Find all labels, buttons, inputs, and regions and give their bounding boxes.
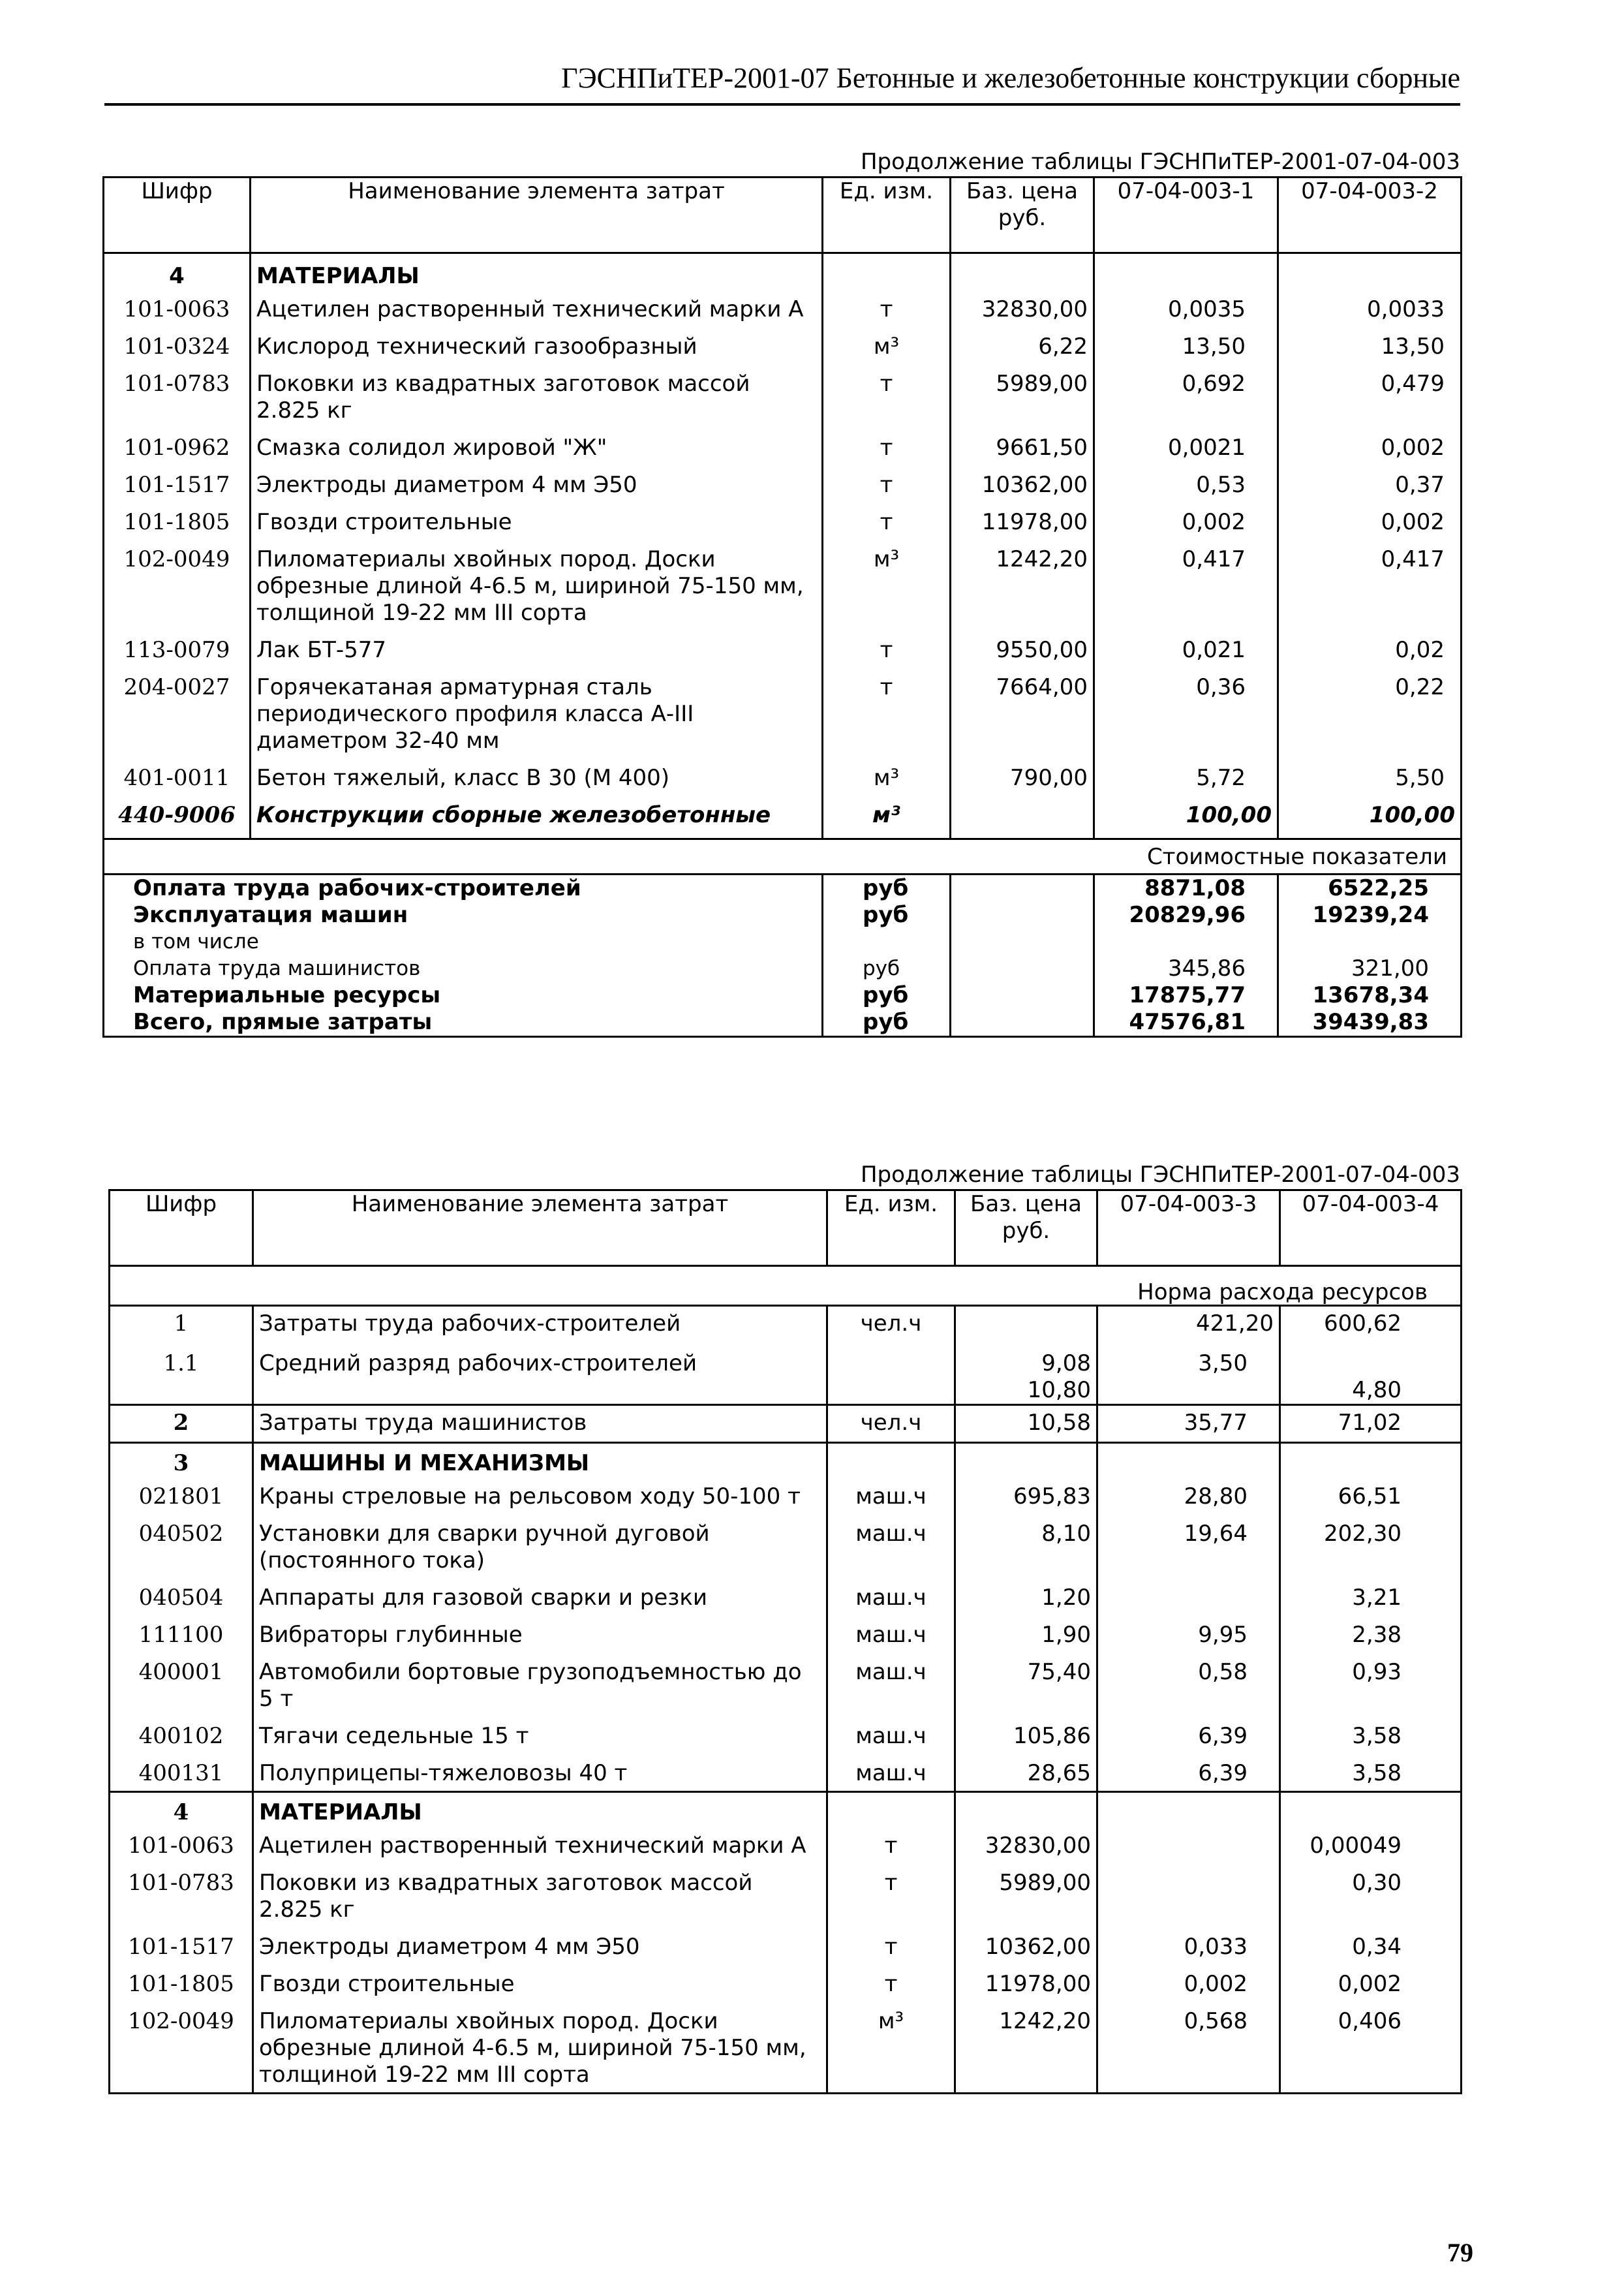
row-price: 10362,00: [951, 465, 1094, 503]
row-code: 101-0783: [104, 364, 251, 428]
row-value1: 0,58: [1097, 1652, 1280, 1716]
section-row-machines: [110, 1443, 1462, 1478]
norm-title-row: [110, 1266, 1462, 1306]
row-value1: 6,39: [1097, 1754, 1280, 1792]
cost-empty: [951, 875, 1094, 903]
grade-value-b: 3,50: [1097, 1337, 1280, 1377]
row-value1: 0,417: [1094, 540, 1278, 630]
row-value1: 0,53: [1094, 465, 1278, 503]
row-price: 1,90: [955, 1615, 1097, 1652]
table-row: [110, 1514, 1462, 1578]
cost-value2: 13678,34: [1312, 982, 1429, 1008]
row-price: 11978,00: [951, 503, 1094, 540]
section-row-materials: [104, 253, 1462, 290]
row-code: 401-0011: [104, 758, 251, 796]
row-value2: 3,58: [1352, 1723, 1402, 1749]
cost-row: [104, 955, 1462, 982]
row-unit: т: [823, 428, 951, 465]
row-value2: 71,02: [1280, 1405, 1462, 1443]
row-value1: 0,0035: [1094, 290, 1278, 327]
row-price: 5989,00: [955, 1863, 1097, 1927]
row-value1: 100,00: [1094, 796, 1278, 839]
table-row: [104, 290, 1462, 327]
table-row: [104, 668, 1462, 758]
row-name: Гвозди строительные: [251, 503, 823, 540]
row-name: Тягачи седельные 15 т: [253, 1716, 827, 1754]
row-code: 101-0962: [104, 428, 251, 465]
row-name: Ацетилен растворенный технический марки А: [253, 1826, 827, 1863]
header-price: Баз. цена руб.: [955, 1190, 1097, 1266]
row-value1: 421,20: [1097, 1306, 1280, 1338]
table2-header-row: [110, 1190, 1462, 1266]
grade-value-a: 9,08: [955, 1337, 1097, 1377]
row-code: 101-1805: [110, 1964, 253, 2002]
cost-value1: 345,86: [1094, 955, 1278, 982]
row-price: 9661,50: [951, 428, 1094, 465]
cost-title-row: [104, 839, 1462, 875]
cost-unit: руб: [823, 902, 951, 929]
table-row: [110, 1477, 1462, 1514]
row-value2: 0,30: [1352, 1870, 1402, 1896]
table-row: [110, 1615, 1462, 1652]
row-code: 101-0063: [110, 1826, 253, 1863]
row-value2: 0,34: [1352, 1934, 1402, 1960]
cost-row: [104, 1009, 1462, 1037]
row-value2: 0,002: [1381, 435, 1445, 461]
row-price: 6,22: [951, 327, 1094, 364]
row-name: Полуприцепы-тяжеловозы 40 т: [253, 1754, 827, 1792]
row-code: 102-0049: [104, 540, 251, 630]
row-price: 1,20: [955, 1578, 1097, 1615]
row-value1: 35,77: [1097, 1405, 1280, 1443]
grade-value-d: 4,80: [1352, 1377, 1402, 1403]
row-name: Поковки из квадратных заготовок массой 2.825 кг: [251, 364, 823, 428]
section-code: 4: [104, 253, 251, 290]
cost-row: [104, 902, 1462, 929]
row-unit: т: [827, 1863, 955, 1927]
table-row: [110, 1826, 1462, 1863]
row-code: 400102: [110, 1716, 253, 1754]
row-code: 1: [110, 1306, 253, 1338]
table-row: [104, 540, 1462, 630]
machinists-row: [110, 1405, 1462, 1443]
row-code: 113-0079: [104, 630, 251, 668]
cost-value1: 17875,77: [1094, 982, 1278, 1009]
row-value2: 3,58: [1352, 1760, 1402, 1786]
row-value2: 0,93: [1352, 1659, 1402, 1685]
row-name: Вибраторы глубинные: [253, 1615, 827, 1652]
header-col3: 07-04-003-3: [1097, 1190, 1280, 1266]
row-name: Гвозди строительные: [253, 1964, 827, 2002]
labor-row: [110, 1306, 1462, 1338]
row-unit: м³: [823, 758, 951, 796]
row-name: Пиломатериалы хвойных пород. Доски обрезные длиной 4-6.5 м, шириной 75-150 мм, толщиной 19-22 мм III сорта: [253, 2002, 827, 2094]
row-code: 440-9006: [104, 796, 251, 839]
row-code: 2: [110, 1405, 253, 1443]
table2-continuation-caption: Продолжение таблицы ГЭСНПиТЕР-2001-07-04-003: [860, 1162, 1460, 1188]
row-value1: 0,568: [1097, 2002, 1280, 2094]
row-name: Электроды диаметром 4 мм Э50: [253, 1927, 827, 1964]
row-value1: 0,36: [1094, 668, 1278, 758]
cost-name: Эксплуатация машин: [104, 902, 823, 929]
row-value1: 5,72: [1094, 758, 1278, 796]
row-value2: 100,00: [1369, 802, 1455, 828]
row-name: Пиломатериалы хвойных пород. Доски обрезные длиной 4-6.5 м, шириной 75-150 мм, толщиной 19-22 мм III сорта: [251, 540, 823, 630]
cost-row: [104, 929, 1462, 955]
table1-continuation-caption: Продолжение таблицы ГЭСНПиТЕР-2001-07-04-003: [860, 149, 1460, 175]
table-row: [104, 630, 1462, 668]
header-unit: Ед. изм.: [827, 1190, 955, 1266]
row-price: 695,83: [955, 1477, 1097, 1514]
row-price: 28,65: [955, 1754, 1097, 1792]
row-code: 101-0783: [110, 1863, 253, 1927]
row-value2: 0,479: [1381, 371, 1445, 397]
row-code: 040502: [110, 1514, 253, 1578]
row-unit: маш.ч: [827, 1477, 955, 1514]
row-unit: маш.ч: [827, 1716, 955, 1754]
cost-name: Оплата труда машинистов: [104, 955, 823, 982]
cost-unit: руб: [823, 875, 951, 903]
row-code: 101-0324: [104, 327, 251, 364]
row-value1: 0,692: [1094, 364, 1278, 428]
row-value2: 0,406: [1338, 2008, 1402, 2034]
row-unit: т: [823, 630, 951, 668]
table-row: [104, 465, 1462, 503]
header-col1: 07-04-003-1: [1094, 178, 1278, 253]
cost-empty: [951, 1009, 1094, 1037]
grade-row: [110, 1337, 1462, 1377]
row-value2: 600,62: [1280, 1306, 1462, 1338]
table-row: [104, 503, 1462, 540]
row-name: Средний разряд рабочих-строителей: [253, 1337, 827, 1377]
row-value2: 3,21: [1352, 1585, 1402, 1611]
row-code: 101-1805: [104, 503, 251, 540]
row-name: Конструкции сборные железобетонные: [251, 796, 823, 839]
row-name: Электроды диаметром 4 мм Э50: [251, 465, 823, 503]
row-price: 5989,00: [951, 364, 1094, 428]
row-unit: маш.ч: [827, 1754, 955, 1792]
row-price: 8,10: [955, 1514, 1097, 1578]
header-col4: 07-04-003-4: [1280, 1190, 1462, 1266]
table1-resource-costs: [102, 176, 1462, 1038]
row-value2: 0,22: [1395, 674, 1445, 700]
row-price: 32830,00: [951, 290, 1094, 327]
row-value1: 28,80: [1097, 1477, 1280, 1514]
row-name: Краны стреловые на рельсовом ходу 50-100 т: [253, 1477, 827, 1514]
row-unit: чел.ч: [827, 1405, 955, 1443]
header-col2: 07-04-003-2: [1278, 178, 1462, 253]
row-code: 111100: [110, 1615, 253, 1652]
row-code: 101-0063: [104, 290, 251, 327]
row-unit: т: [827, 1927, 955, 1964]
header-code: Шифр: [104, 178, 251, 253]
cost-value1: 8871,08: [1094, 875, 1278, 903]
row-name: Бетон тяжелый, класс В 30 (М 400): [251, 758, 823, 796]
row-name: Горячекатаная арматурная сталь периодического профиля класса А-III диаметром 32-40 мм: [251, 668, 823, 758]
table1-header-row: [104, 178, 1462, 253]
norm-title: Норма расхода ресурсов: [1137, 1279, 1428, 1305]
row-code: 040504: [110, 1578, 253, 1615]
row-unit: чел.ч: [827, 1306, 955, 1338]
row-price: 790,00: [951, 758, 1094, 796]
cost-unit: руб: [823, 1009, 951, 1037]
row-unit: м³: [827, 2002, 955, 2094]
cost-empty: [951, 955, 1094, 982]
row-value2: 2,38: [1352, 1622, 1402, 1648]
row-name: Затраты труда рабочих-строителей: [253, 1306, 827, 1338]
row-value2: 66,51: [1338, 1483, 1402, 1510]
row-value1: 13,50: [1094, 327, 1278, 364]
grade-value-c: 10,80: [955, 1377, 1097, 1405]
header-price: Баз. цена руб.: [951, 178, 1094, 253]
cost-row: [104, 982, 1462, 1009]
row-unit: т: [823, 503, 951, 540]
row-name: Смазка солидол жировой "Ж": [251, 428, 823, 465]
row-unit: маш.ч: [827, 1652, 955, 1716]
cost-empty: [951, 902, 1094, 929]
row-value1: 19,64: [1097, 1514, 1280, 1578]
row-code: 1.1: [110, 1337, 253, 1377]
section-row-materials: [110, 1792, 1462, 1827]
section-name: МАТЕРИАЛЫ: [253, 1792, 827, 1827]
table-row: [110, 1863, 1462, 1927]
row-unit: маш.ч: [827, 1615, 955, 1652]
row-value1: 0,033: [1097, 1927, 1280, 1964]
cost-name: Оплата труда рабочих-строителей: [104, 875, 823, 903]
row-value1: 9,95: [1097, 1615, 1280, 1652]
row-value1: [1097, 1578, 1280, 1615]
section-code: 3: [110, 1443, 253, 1478]
cost-name: Всего, прямые затраты: [104, 1009, 823, 1037]
table-row: [110, 1652, 1462, 1716]
row-value2: 0,002: [1381, 509, 1445, 535]
section-name: МАТЕРИАЛЫ: [251, 253, 823, 290]
grade-row-2: [110, 1377, 1462, 1405]
cost-title: Стоимостные показатели: [104, 839, 1462, 875]
row-value2: 0,0033: [1367, 296, 1445, 322]
row-code: 102-0049: [110, 2002, 253, 2094]
header-unit: Ед. изм.: [823, 178, 951, 253]
table-row: [110, 1754, 1462, 1792]
section-code: 4: [110, 1792, 253, 1827]
table-row: [110, 1578, 1462, 1615]
row-code: 101-1517: [110, 1927, 253, 1964]
row-price: 105,86: [955, 1716, 1097, 1754]
cost-value1: 20829,96: [1094, 902, 1278, 929]
table-row: [104, 428, 1462, 465]
row-name: Установки для сварки ручной дуговой (постоянного тока): [253, 1514, 827, 1578]
row-value2: 5,50: [1395, 765, 1445, 791]
header-name: Наименование элемента затрат: [253, 1190, 827, 1266]
row-unit: т: [827, 1964, 955, 2002]
row-value1: 6,39: [1097, 1716, 1280, 1754]
row-name: Ацетилен растворенный технический марки А: [251, 290, 823, 327]
cost-value2: [1278, 929, 1462, 955]
row-name: Поковки из квадратных заготовок массой 2.825 кг: [253, 1863, 827, 1927]
cost-unit: руб: [823, 982, 951, 1009]
row-unit: м³: [823, 796, 951, 839]
table-row: [110, 1716, 1462, 1754]
row-unit: т: [823, 364, 951, 428]
row-name: Лак БТ-577: [251, 630, 823, 668]
row-code: 400001: [110, 1652, 253, 1716]
row-value2: 0,37: [1395, 472, 1445, 498]
table-row: [104, 758, 1462, 796]
row-value2: 13,50: [1381, 333, 1445, 360]
row-value2: 202,30: [1324, 1521, 1402, 1547]
row-value1: 0,002: [1094, 503, 1278, 540]
table-row: [104, 364, 1462, 428]
row-price: 9550,00: [951, 630, 1094, 668]
cost-value2: 39439,83: [1312, 1009, 1429, 1035]
cost-name: Материальные ресурсы: [104, 982, 823, 1009]
row-name: Автомобили бортовые грузоподъемностью до 5 т: [253, 1652, 827, 1716]
row-unit: т: [823, 668, 951, 758]
row-value2: 0,002: [1338, 1971, 1402, 1997]
cost-value2: 19239,24: [1312, 902, 1429, 928]
row-price: 1242,20: [955, 2002, 1097, 2094]
header-code: Шифр: [110, 1190, 253, 1266]
row-code: 204-0027: [104, 668, 251, 758]
row-value1: [1097, 1826, 1280, 1863]
table-row: [110, 1927, 1462, 1964]
cost-empty: [951, 982, 1094, 1009]
row-price: 75,40: [955, 1652, 1097, 1716]
row-price: 1242,20: [951, 540, 1094, 630]
row-price: 32830,00: [955, 1826, 1097, 1863]
row-unit: т: [823, 290, 951, 327]
cost-value2: 6522,25: [1278, 875, 1462, 903]
row-value2: 0,00049: [1310, 1833, 1402, 1859]
table-row: [104, 327, 1462, 364]
cost-unit: руб: [823, 955, 951, 982]
row-unit: маш.ч: [827, 1514, 955, 1578]
row-price: 10362,00: [955, 1927, 1097, 1964]
row-price: 7664,00: [951, 668, 1094, 758]
cost-empty: [951, 929, 1094, 955]
table-row: [110, 2002, 1462, 2094]
row-value2: 0,02: [1395, 637, 1445, 663]
row-value2: 0,417: [1381, 546, 1445, 572]
row-code: 400131: [110, 1754, 253, 1792]
row-price: 10,58: [955, 1405, 1097, 1443]
row-value1: 0,002: [1097, 1964, 1280, 2002]
cost-unit: [823, 929, 951, 955]
page-number: 79: [1447, 2238, 1473, 2267]
row-unit: м³: [823, 540, 951, 630]
row-code: 101-1517: [104, 465, 251, 503]
cost-value1: 47576,81: [1094, 1009, 1278, 1037]
cost-value1: [1094, 929, 1278, 955]
row-unit: т: [823, 465, 951, 503]
table-row: [110, 1964, 1462, 2002]
cost-value2: 321,00: [1351, 955, 1429, 982]
row-unit: т: [827, 1826, 955, 1863]
row-name: Аппараты для газовой сварки и резки: [253, 1578, 827, 1615]
row-price: 11978,00: [955, 1964, 1097, 2002]
row-unit: маш.ч: [827, 1578, 955, 1615]
table-row-italic: [104, 796, 1462, 839]
row-name: Затраты труда машинистов: [253, 1405, 827, 1443]
page-header-title: ГЭСНПиТЕР-2001-07 Бетонные и железобетонные конструкции сборные: [561, 62, 1460, 94]
page-header: [104, 56, 1460, 106]
cost-row: [104, 875, 1462, 903]
row-unit: м³: [823, 327, 951, 364]
row-value1: [1097, 1863, 1280, 1927]
section-name: МАШИНЫ И МЕХАНИЗМЫ: [253, 1443, 827, 1478]
header-name: Наименование элемента затрат: [251, 178, 823, 253]
row-name: Кислород технический газообразный: [251, 327, 823, 364]
row-code: 021801: [110, 1477, 253, 1514]
cost-name: в том числе: [104, 929, 823, 955]
table2-resource-norms: [108, 1189, 1462, 2094]
row-value1: 0,0021: [1094, 428, 1278, 465]
row-value1: 0,021: [1094, 630, 1278, 668]
